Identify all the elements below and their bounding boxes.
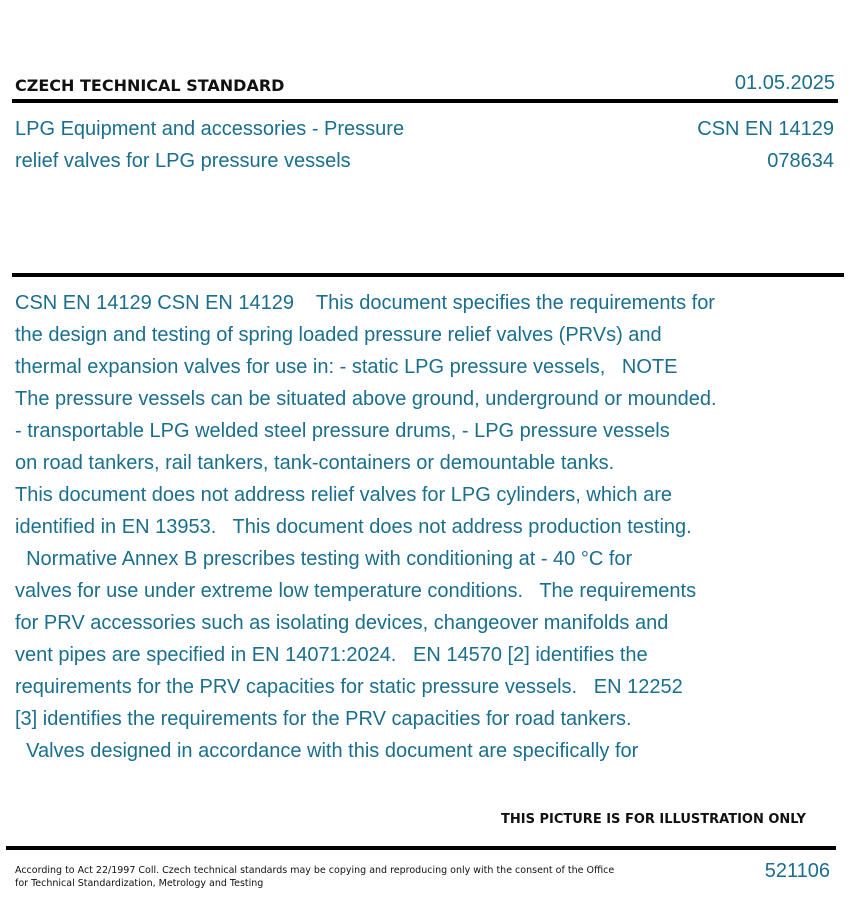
abstract-line: Valves designed in accordance with this document are specifically for [15, 740, 639, 762]
copyright-notice-line: According to Act 22/1997 Coll. Czech technical standards may be copying and reproducing only with the consent of the Office [15, 865, 615, 876]
abstract-line: CSN EN 14129 CSN EN 14129 This document specifies the requirements for [15, 292, 715, 314]
abstract-line: - transportable LPG welded steel pressure drums, - LPG pressure vessels [15, 420, 670, 442]
copyright-notice [15, 864, 615, 890]
abstract-line: valves for use under extreme low temperature conditions. The requirements [15, 580, 697, 602]
abstract-line: for PRV accessories such as isolating devices, changeover manifolds and [15, 612, 669, 634]
footer-divider [6, 846, 836, 850]
abstract-line: This document does not address relief valves for LPG cylinders, which are [15, 484, 672, 506]
abstract-line: identified in EN 13953. This document does not address production testing. [15, 516, 692, 538]
abstract-line: thermal expansion valves for use in: - static LPG pressure vessels, NOTE [15, 356, 678, 378]
document-title-line: LPG Equipment and accessories - Pressure [15, 118, 405, 140]
document-title-line: relief valves for LPG pressure vessels [15, 150, 351, 172]
standard-code: CSN EN 14129 [697, 118, 834, 140]
abstract-line: Normative Annex B prescribes testing with conditioning at - 40 °C for [15, 548, 633, 570]
document-title [15, 113, 485, 177]
copyright-notice-line: for Technical Standardization, Metrology and Testing [15, 878, 264, 889]
header-divider [12, 99, 838, 103]
standard-type-heading: CZECH TECHNICAL STANDARD [15, 76, 285, 95]
abstract-line: The pressure vessels can be situated above ground, underground or mounded. [15, 388, 717, 410]
illustration-disclaimer: THIS PICTURE IS FOR ILLUSTRATION ONLY [501, 812, 806, 827]
abstract-line: vent pipes are specified in EN 14071:2024. EN 14570 [2] identifies the [15, 644, 648, 666]
abstract-line: on road tankers, rail tankers, tank-containers or demountable tanks. [15, 452, 615, 474]
catalog-number: 078634 [767, 150, 834, 172]
abstract-line: requirements for the PRV capacities for static pressure vessels. EN 12252 [15, 676, 683, 698]
footer-code: 521106 [764, 860, 830, 882]
abstract-line: the design and testing of spring loaded pressure relief valves (PRVs) and [15, 324, 662, 346]
section-divider [12, 273, 844, 277]
abstract-line: [3] identifies the requirements for the PRV capacities for road tankers. [15, 708, 632, 730]
standard-identifiers [697, 113, 834, 177]
publication-date: 01.05.2025 [734, 72, 835, 94]
document-abstract [15, 287, 777, 767]
